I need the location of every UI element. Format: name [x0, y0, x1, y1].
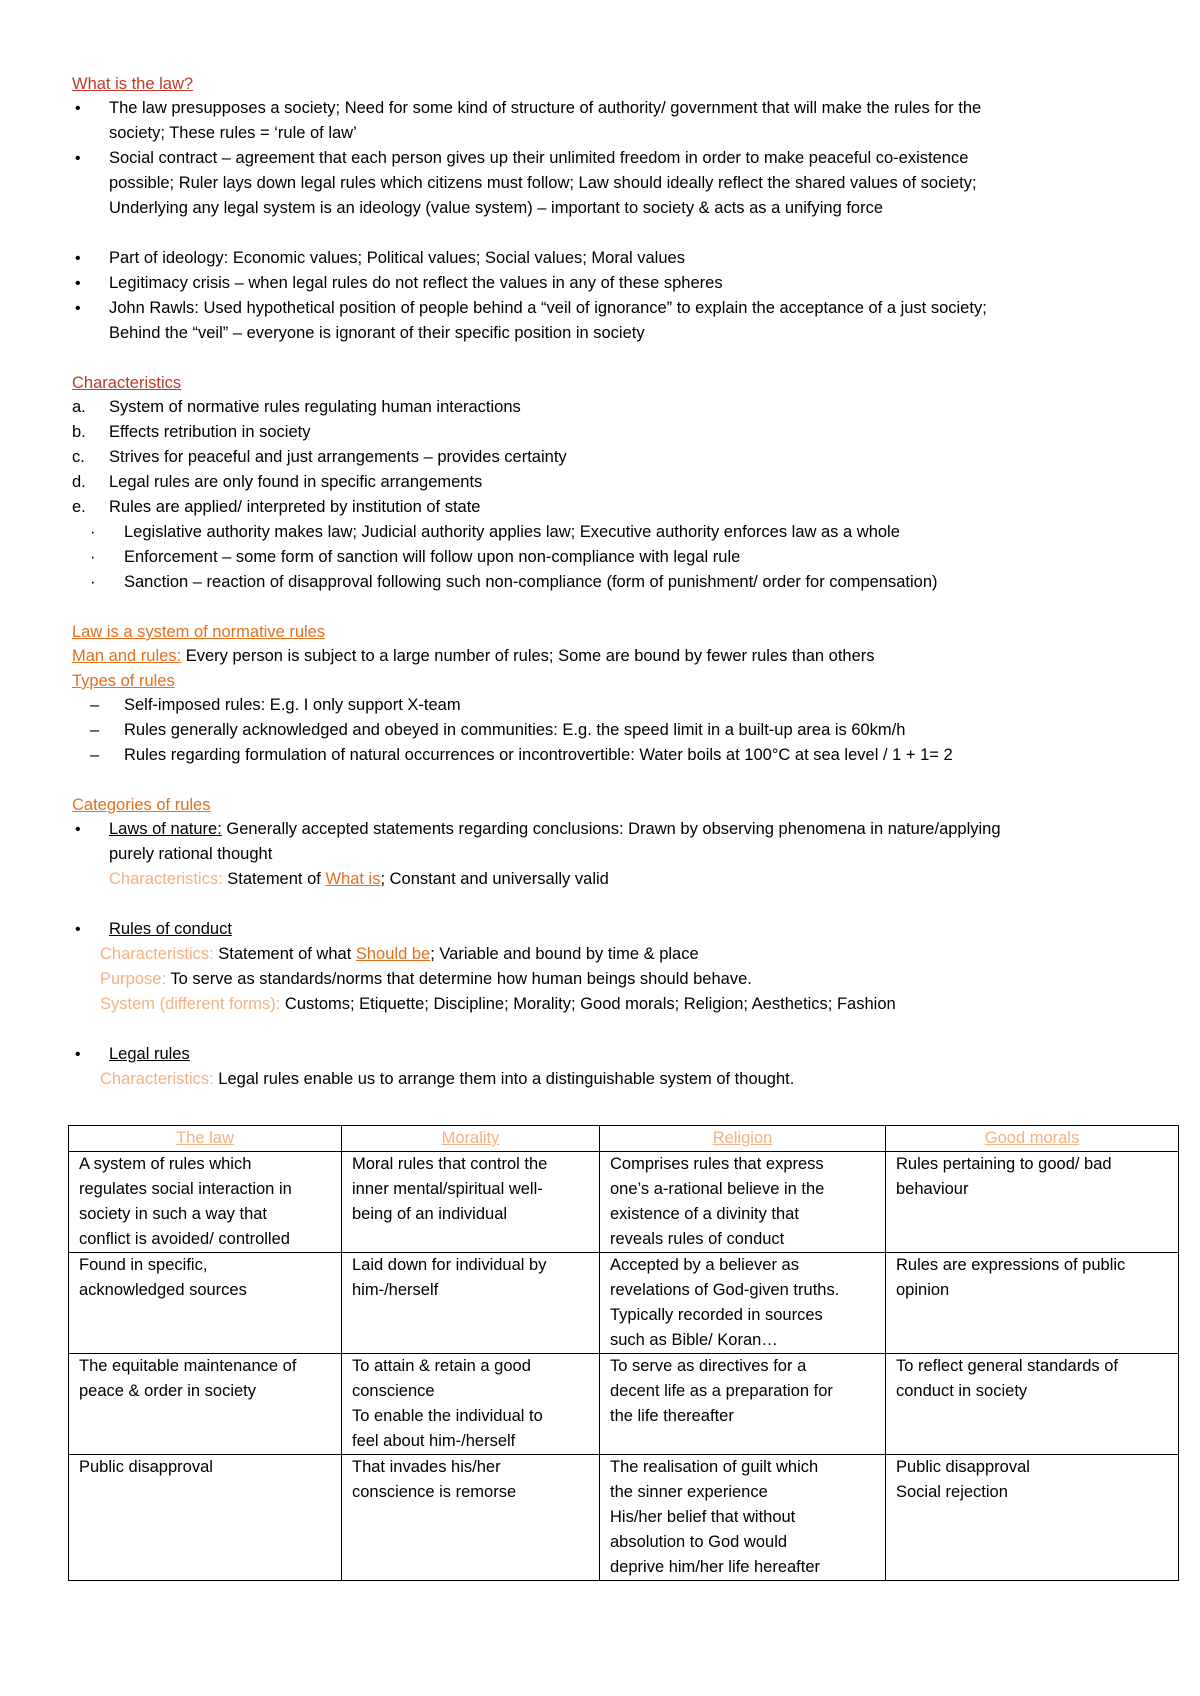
list-item: d. Legal rules are only found in specific arrangements	[72, 473, 483, 491]
table-row	[69, 1253, 1179, 1354]
table-cell: The realisation of guilt which the sinner experience His/her belief that without absolution to God would deprive him/her life hereafter	[600, 1455, 886, 1581]
table-cell: Public disapproval Social rejection	[886, 1455, 1179, 1581]
table-cell: To serve as directives for a decent life as a preparation for the life thereafter	[600, 1354, 886, 1455]
table-cell: Comprises rules that express one’s a-rational believe in the existence of a divinity that reveals rules of conduct	[600, 1152, 886, 1253]
heading-normative-rules: Law is a system of normative rules	[72, 623, 326, 641]
bullet-list-categories	[72, 817, 1172, 892]
table-cell: A system of rules which regulates social interaction in society in such a way that conflict is avoided/ controlled	[69, 1152, 342, 1253]
list-item: c. Strives for peaceful and just arrangements – provides certainty	[72, 448, 567, 466]
list-item: b. Effects retribution in society	[72, 423, 311, 441]
list-item: · Sanction – reaction of disapproval following such non-compliance (form of punishment/ order for compensation)	[90, 573, 938, 591]
list-item: • Part of ideology: Economic values; Political values; Social values; Moral values	[72, 246, 1172, 271]
column-header: Religion	[600, 1126, 886, 1152]
dash-list-types	[72, 693, 1172, 768]
list-item-legal-rules: • Legal rules	[72, 1042, 1172, 1067]
heading-characteristics: Characteristics	[72, 374, 182, 392]
heading-types-of-rules: Types of rules	[72, 672, 175, 690]
list-item: • Social contract – agreement that each person gives up their unlimited freedom in order to make peaceful co-existence possible; Ruler lays down legal rules which citizens must follow; Law should ideally reflect the shared values of society; Underlying any legal system is an ideology (value system) – important to society & acts as a unifying force	[72, 146, 1172, 221]
table-cell: Public disapproval	[69, 1455, 342, 1581]
list-item-rules-of-conduct: • Rules of conduct	[72, 917, 1172, 942]
table-row	[69, 1152, 1179, 1253]
bullet-list-ideology	[72, 246, 1172, 346]
table-cell: Found in specific, acknowledged sources	[69, 1253, 342, 1354]
list-item: e. Rules are applied/ interpreted by institution of state	[72, 498, 481, 516]
list-item: · Legislative authority makes law; Judicial authority applies law; Executive authority enforces law as a whole	[90, 523, 900, 541]
column-header: Morality	[342, 1126, 600, 1152]
table-header-row	[69, 1126, 1179, 1152]
list-item: · Enforcement – some form of sanction will follow upon non-compliance with legal rule	[90, 548, 741, 566]
bullet-list-what-is-law	[72, 96, 1172, 221]
table-cell: Moral rules that control the inner mental/spiritual well- being of an individual	[342, 1152, 600, 1253]
heading-what-is-law: What is the law?	[72, 75, 194, 93]
list-item: • The law presupposes a society; Need for some kind of structure of authority/ government that will make the rules for the society; These rules = ‘rule of law’	[72, 96, 1172, 146]
table-cell: Rules are expressions of public opinion	[886, 1253, 1179, 1354]
table-row	[69, 1455, 1179, 1581]
conduct-system: System (different forms): Customs; Etiquette; Discipline; Morality; Good morals; Religion; Aesthetics; Fashion	[100, 995, 896, 1013]
comparison-table	[68, 1125, 1179, 1581]
sub-list-state-institutions	[72, 520, 1172, 595]
list-item: – Rules generally acknowledged and obeyed in communities: E.g. the speed limit in a built-up area is 60km/h	[90, 721, 906, 739]
bullet-list-conduct	[72, 917, 1172, 942]
alpha-list-characteristics	[72, 395, 1172, 520]
table-cell: Laid down for individual by him-/herself	[342, 1253, 600, 1354]
table-cell: Rules pertaining to good/ bad behaviour	[886, 1152, 1179, 1253]
list-item-laws-of-nature: • Laws of nature: Generally accepted statements regarding conclusions: Drawn by observing phenomena in nature/applying purely rational thought Characteristics: Statement of What is; Constant and universally valid	[72, 817, 1172, 892]
document-page	[72, 72, 1172, 1092]
list-item: • Legitimacy crisis – when legal rules do not reflect the values in any of these spheres	[72, 271, 1172, 296]
table-cell: That invades his/her conscience is remorse	[342, 1455, 600, 1581]
list-item: a. System of normative rules regulating human interactions	[72, 398, 521, 416]
column-header: Good morals	[886, 1126, 1179, 1152]
heading-categories: Categories of rules	[72, 796, 211, 814]
column-header: The law	[69, 1126, 342, 1152]
conduct-characteristics: Characteristics: Statement of what Should be; Variable and bound by time & place	[100, 945, 699, 963]
list-item: • John Rawls: Used hypothetical position of people behind a “veil of ignorance” to explain the acceptance of a just society; Behind the “veil” – everyone is ignorant of their specific position in society	[72, 296, 1172, 346]
table-cell: Accepted by a believer as revelations of God-given truths. Typically recorded in sources such as Bible/ Koran…	[600, 1253, 886, 1354]
bullet-list-legal	[72, 1042, 1172, 1067]
man-and-rules-line: Man and rules: Every person is subject to a large number of rules; Some are bound by fewer rules than others	[72, 647, 875, 665]
list-item: – Self-imposed rules: E.g. I only support X-team	[90, 696, 461, 714]
table-row	[69, 1354, 1179, 1455]
table-cell: The equitable maintenance of peace & order in society	[69, 1354, 342, 1455]
conduct-purpose: Purpose: To serve as standards/norms that determine how human beings should behave.	[100, 970, 752, 988]
list-item: – Rules regarding formulation of natural occurrences or incontrovertible: Water boils at 100°C at sea level / 1 + 1= 2	[90, 746, 953, 764]
table-cell: To reflect general standards of conduct in society	[886, 1354, 1179, 1455]
table-cell: To attain & retain a good conscience To enable the individual to feel about him-/herself	[342, 1354, 600, 1455]
legal-characteristics: Characteristics: Legal rules enable us to arrange them into a distinguishable system of thought.	[100, 1070, 795, 1088]
